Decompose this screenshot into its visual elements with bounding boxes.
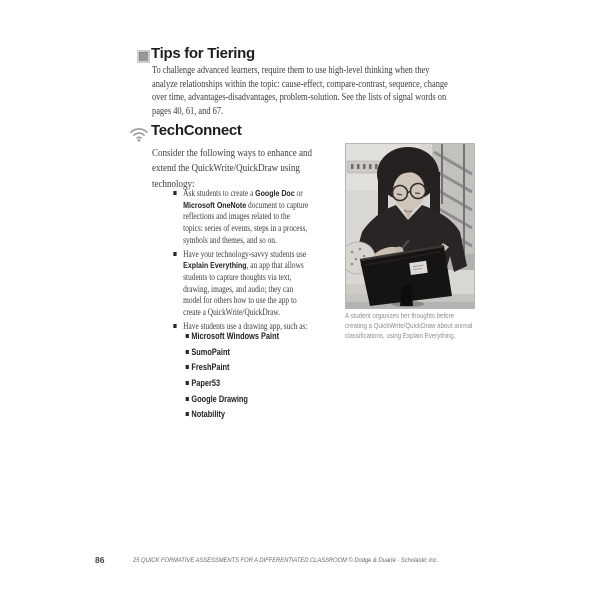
bullet-item: Have your technology-savvy students use Explain Everything, an app that allows students to capture thoughts via text, drawing, images, and audio; they can model for others how to use the app to create a QuickWrite/QuickDraw. (152, 249, 352, 319)
square-bullet-icon (186, 350, 189, 354)
drawing-app-item: SumoPaint (152, 347, 352, 358)
wifi-icon (129, 126, 149, 142)
square-bullet-icon (173, 324, 176, 328)
square-bullet-icon (186, 334, 189, 338)
page-number: 86 (95, 555, 105, 565)
tips-body-text: To challenge advanced learners, require them to use high-level thinking when they analyze relationships within the topic: cause-effect, compare-contrast, sequence, change over time, advantages-disadvantages, problem-solution. See the lists of signal words on pages 40, 61, and 67. (152, 65, 448, 117)
photo-caption: A student organizes her thoughts before creating a QuickWrite/QuickDraw about animal classifications, using Explain Everything. (345, 311, 473, 341)
drawing-app-item: Microsoft Windows Paint (152, 331, 352, 342)
tips-section-title: Tips for Tiering (151, 45, 255, 62)
drawing-app-list (152, 331, 352, 425)
bullet-item: Have students use a drawing app, such as: (152, 321, 352, 333)
techconnect-bullet-list (152, 188, 352, 334)
student-photo-figure (345, 143, 483, 341)
bullet-item: Ask students to create a Google Doc or Microsoft OneNote document to capture reflections and images related to the topics: series of events, steps in a process, symbols and themes, and so on. (152, 188, 352, 247)
square-bullet-icon (186, 412, 189, 416)
square-bullet-icon (173, 252, 176, 256)
square-bullet-icon (186, 381, 189, 385)
drawing-app-item: Notability (152, 409, 352, 420)
techconnect-section-title: TechConnect (151, 122, 242, 139)
drawing-app-item: Google Drawing (152, 394, 352, 405)
note-square-icon (137, 50, 150, 63)
square-bullet-icon (186, 397, 189, 401)
techconnect-intro-text: Consider the following ways to enhance and extend the QuickWrite/QuickDraw using technology: (152, 148, 312, 190)
square-bullet-icon (173, 191, 176, 195)
footer-credit-line: 25 QUICK FORMATIVE ASSESSMENTS FOR A DIFFERENTIATED CLASSROOM © Dodge & Duarte · Scholastic Inc. (133, 557, 439, 564)
drawing-app-item: FreshPaint (152, 362, 352, 373)
student-photo (345, 143, 475, 309)
drawing-app-item: Paper53 (152, 378, 352, 389)
square-bullet-icon (186, 365, 189, 369)
